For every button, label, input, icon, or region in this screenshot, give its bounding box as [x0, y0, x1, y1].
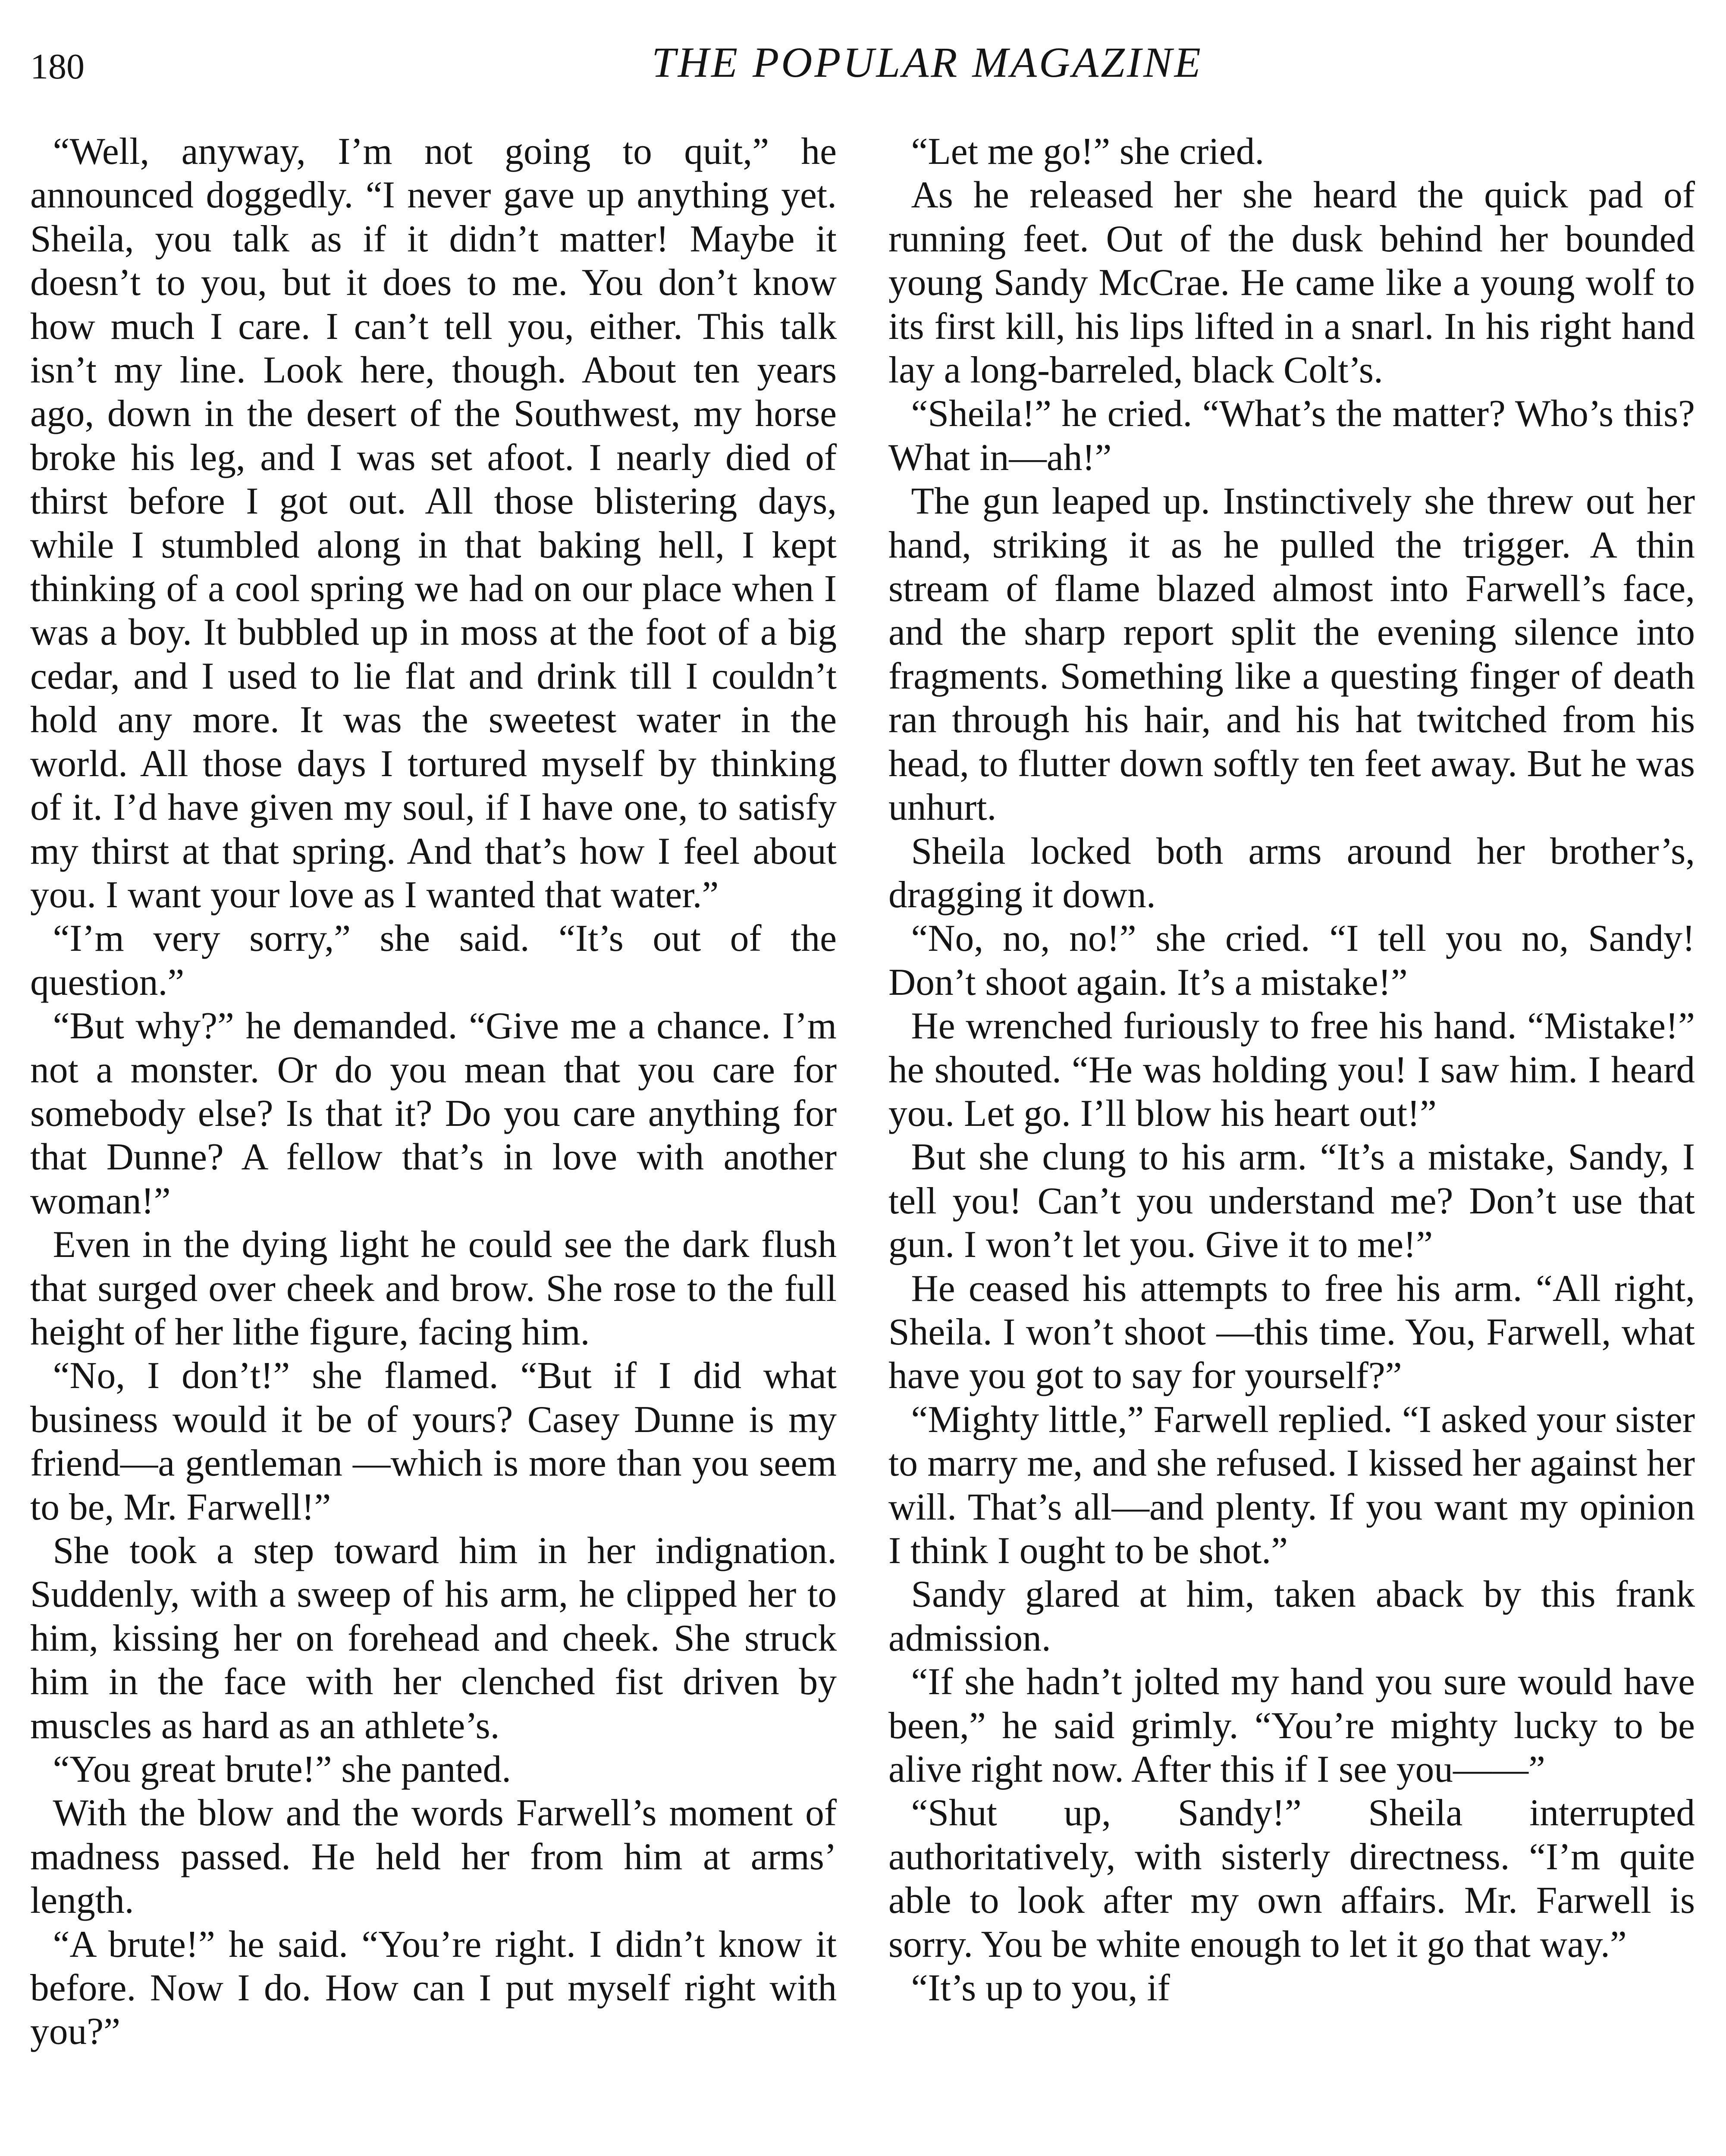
paragraph: She took a step toward him in her indignation. Suddenly, with a sweep of his arm, he clipped her to him, kissing her on forehead and cheek. She struck him in the face with her clenched fist driven by muscles as hard as an athlete’s. [30, 1529, 837, 1746]
paragraph: The gun leaped up. Instinctively she threw out her hand, striking it as he pulled the trigger. A thin stream of flame blazed almost into Farwell’s face, and the sharp report split the evening silence into fragments. Something like a questing finger of death ran through his hair, and his hat twitched from his head, to flutter down softly ten feet away. But he was unhurt. [888, 480, 1695, 828]
paragraph: He ceased his attempts to free his arm. “All right, Sheila. I won’t shoot —this time. You, Farwell, what have you got to say for yourself?” [888, 1267, 1695, 1397]
paragraph: Sheila locked both arms around her brother’s, dragging it down. [888, 830, 1695, 915]
paragraph: “You great brute!” she panted. [53, 1748, 512, 1790]
paragraph: “No, I don’t!” she flamed. “But if I did what business would it be of yours? Casey Dunne is my friend—a gentleman —which is more than you seem to be, Mr. Farwell!” [30, 1354, 837, 1528]
paragraph: “If she hadn’t jolted my hand you sure would have been,” he said grimly. “You’re mighty lucky to be alive right now. After this if I see you——” [888, 1661, 1695, 1790]
paragraph: Sandy glared at him, taken aback by this frank admission. [888, 1573, 1695, 1659]
paragraph: “Mighty little,” Farwell replied. “I asked your sister to marry me, and she refused. I kissed her against her will. That’s all—and plenty. If you want my opinion I think I ought to be shot.” [888, 1398, 1695, 1571]
paragraph: “Shut up, Sandy!” Sheila interrupted authoritatively, with sisterly directness. “I’m quite able to look after my own affairs. Mr. Farwell is sorry. You be white enough to let it go that way.” [888, 1792, 1695, 1965]
paragraph: “A brute!” he said. “You’re right. I didn’t know it before. Now I do. How can I put myself right with you?” [30, 1923, 837, 2053]
paragraph: “I’m very sorry,” she said. “It’s out of the question.” [30, 917, 837, 1003]
paragraph: “It’s up to you, if [911, 1967, 1170, 2009]
paragraph: “But why?” he demanded. “Give me a chance. I’m not a monster. Or do you mean that you care for somebody else? Is that it? Do you care anything for that Dunne? A fellow that’s in love with another woman!” [30, 1005, 837, 1222]
paragraph: “Sheila!” he cried. “What’s the matter? Who’s this? What in—ah!” [888, 392, 1695, 478]
page-number: 180 [30, 47, 85, 87]
paragraph: Even in the dying light he could see the dark flush that surged over cheek and brow. She rose to the full height of her lithe figure, facing him. [30, 1223, 837, 1353]
right-column [888, 129, 1695, 2009]
paragraph: But she clung to his arm. “It’s a mistake, Sandy, I tell you! Can’t you understand me? Don’t use that gun. I won’t let you. Give it to me!” [888, 1136, 1695, 1266]
paragraph: “No, no, no!” she cried. “I tell you no, Sandy! Don’t shoot again. It’s a mistake!” [888, 917, 1695, 1003]
paragraph: As he released her she heard the quick pad of running feet. Out of the dusk behind her bounded young Sandy McCrae. He came like a young wolf to its first kill, his lips lifted in a snarl. In his right hand lay a long-barreled, black Colt’s. [888, 174, 1695, 391]
paragraph: With the blow and the words Farwell’s moment of madness passed. He held her from him at arms’ length. [30, 1792, 837, 1921]
running-head: THE POPULAR MAGAZINE [652, 38, 1203, 86]
left-column [30, 129, 837, 2053]
paragraph: He wrenched furiously to free his hand. “Mistake!” he shouted. “He was holding you! I saw him. I heard you. Let go. I’ll blow his heart out!” [888, 1005, 1695, 1134]
paragraph: “Let me go!” she cried. [911, 130, 1265, 172]
paragraph: “Well, anyway, I’m not going to quit,” he announced doggedly. “I never gave up anything yet. Sheila, you talk as if it didn’t matter! Maybe it doesn’t to you, but it does to me. You don’t know how much I care. I can’t tell you, either. This talk isn’t my line. Look here, though. About ten years ago, down in the desert of the Southwest, my horse broke his leg, and I was set afoot. I nearly died of thirst before I got out. All those blistering days, while I stumbled along in that baking hell, I kept thinking of a cool spring we had on our place when I was a boy. It bubbled up in moss at the foot of a big cedar, and I used to lie flat and drink till I couldn’t hold any more. It was the sweetest water in the world. All those days I tortured myself by thinking of it. I’d have given my soul, if I have one, to satisfy my thirst at that spring. And that’s how I feel about you. I want your love as I wanted that water.” [30, 130, 837, 915]
